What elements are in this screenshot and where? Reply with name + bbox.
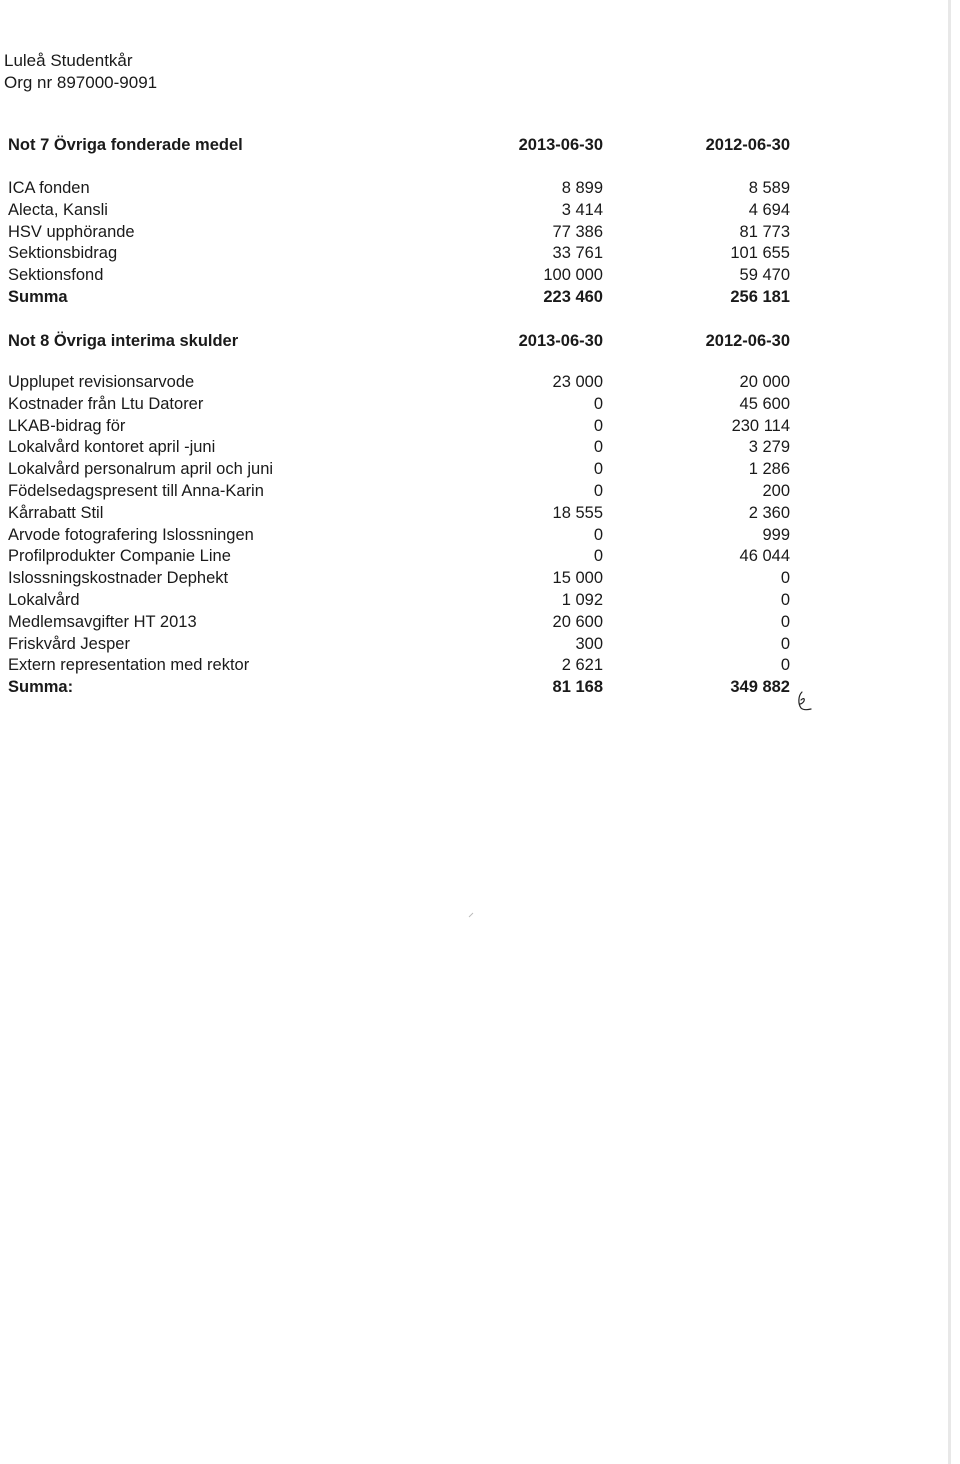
row-label: Kårrabatt Stil xyxy=(8,503,104,522)
row-label: ICA fonden xyxy=(8,179,90,197)
row-value-2012: 46 044 xyxy=(739,547,790,566)
org-name: Luleå Studentkår xyxy=(4,51,133,70)
note7-sum-row xyxy=(8,287,798,309)
row-label: Alecta, Kansli xyxy=(8,200,108,219)
row-value-2012: 3 279 xyxy=(748,438,790,457)
note7-table xyxy=(8,135,798,157)
row-value-2013: 33 761 xyxy=(552,244,603,263)
note8-col2-header: 2012-06-30 xyxy=(705,332,790,350)
table-row xyxy=(8,394,798,416)
row-value-2013: 18 555 xyxy=(552,503,603,522)
note8-body xyxy=(8,372,798,699)
table-row xyxy=(8,590,798,612)
row-value-2012: 230 114 xyxy=(731,416,790,435)
row-value-2013: 20 600 xyxy=(552,612,603,631)
org-number: Org nr 897000-9091 xyxy=(4,73,158,92)
sum-value-2013: 223 460 xyxy=(543,287,603,306)
note8-table xyxy=(8,331,798,353)
row-value-2013: 0 xyxy=(593,547,603,566)
row-label: Sektionsfond xyxy=(8,266,104,285)
note8-header-row xyxy=(8,331,798,353)
note8-title: Not 8 Övriga interima skulder xyxy=(8,332,239,350)
row-label: LKAB-bidrag för xyxy=(8,416,126,435)
row-value-2012: 20 000 xyxy=(739,373,790,391)
row-label: Islossningskostnader Dephekt xyxy=(8,569,229,588)
table-row xyxy=(8,481,798,503)
table-row xyxy=(8,612,798,634)
table-row xyxy=(8,634,798,656)
sum-value-2012: 256 181 xyxy=(730,287,790,306)
sum-value-2012: 349 882 xyxy=(730,678,790,697)
row-value-2012: 59 470 xyxy=(739,266,790,285)
row-value-2013: 300 xyxy=(575,634,603,653)
table-row xyxy=(8,437,798,459)
row-label: Födelsedagspresent till Anna-Karin xyxy=(8,481,264,500)
sum-label: Summa xyxy=(8,287,68,306)
row-value-2012: 45 600 xyxy=(739,394,790,413)
note7-col1-header: 2013-06-30 xyxy=(518,136,603,154)
table-row xyxy=(8,265,798,287)
row-label: Friskvård Jesper xyxy=(8,634,130,653)
table-row xyxy=(8,546,798,568)
row-label: Lokalvård kontoret april -juni xyxy=(8,438,216,457)
row-value-2013: 23 000 xyxy=(552,373,603,391)
row-label: Arvode fotografering Islossningen xyxy=(8,525,254,544)
note7-header-row xyxy=(8,135,798,157)
table-row xyxy=(8,200,798,222)
table-row xyxy=(8,503,798,525)
row-value-2012: 999 xyxy=(762,525,790,544)
handwritten-initial-mark xyxy=(794,690,814,712)
row-value-2013: 0 xyxy=(593,438,603,457)
note8-sum-row xyxy=(8,677,798,699)
table-row xyxy=(8,459,798,481)
row-label: Kostnader från Ltu Datorer xyxy=(8,394,204,413)
table-row xyxy=(8,222,798,244)
org-header xyxy=(4,50,157,94)
table-row xyxy=(8,568,798,590)
row-value-2013: 0 xyxy=(593,416,603,435)
row-value-2013: 100 000 xyxy=(543,266,603,285)
row-value-2012: 2 360 xyxy=(748,503,790,522)
note8-col1-header: 2013-06-30 xyxy=(518,332,603,350)
row-label: Profilprodukter Companie Line xyxy=(8,547,231,566)
row-value-2013: 77 386 xyxy=(552,222,603,241)
table-row xyxy=(8,372,798,394)
row-value-2012: 81 773 xyxy=(739,222,790,241)
table-row xyxy=(8,416,798,438)
row-value-2012: 0 xyxy=(780,612,790,631)
row-value-2013: 8 899 xyxy=(561,179,603,197)
row-value-2013: 1 092 xyxy=(561,590,603,609)
row-value-2013: 0 xyxy=(593,525,603,544)
row-label: HSV upphörande xyxy=(8,222,135,241)
row-label: Upplupet revisionsarvode xyxy=(8,373,195,391)
row-label: Medlemsavgifter HT 2013 xyxy=(8,612,197,631)
row-value-2013: 0 xyxy=(593,481,603,500)
row-value-2012: 1 286 xyxy=(748,460,790,479)
note7-body xyxy=(8,178,798,309)
note7-col2-header: 2012-06-30 xyxy=(705,136,790,154)
row-value-2012: 4 694 xyxy=(748,200,790,219)
row-label: Lokalvård xyxy=(8,590,80,609)
row-value-2013: 2 621 xyxy=(561,656,603,675)
row-label: Lokalvård personalrum april och juni xyxy=(8,460,274,479)
row-label: Extern representation med rektor xyxy=(8,656,250,675)
table-row xyxy=(8,525,798,547)
note7-title: Not 7 Övriga fonderade medel xyxy=(8,136,243,154)
row-value-2013: 0 xyxy=(593,394,603,413)
row-value-2013: 15 000 xyxy=(552,569,603,588)
row-value-2013: 3 414 xyxy=(561,200,603,219)
row-value-2012: 0 xyxy=(780,590,790,609)
sum-label: Summa: xyxy=(8,678,74,697)
row-value-2012: 101 655 xyxy=(730,244,790,263)
table-row xyxy=(8,178,798,200)
table-row xyxy=(8,243,798,265)
row-value-2012: 8 589 xyxy=(748,179,790,197)
sum-value-2013: 81 168 xyxy=(552,678,603,697)
row-value-2012: 0 xyxy=(780,656,790,675)
row-value-2012: 0 xyxy=(780,634,790,653)
row-label: Sektionsbidrag xyxy=(8,244,118,263)
row-value-2012: 200 xyxy=(762,481,790,500)
row-value-2013: 0 xyxy=(593,460,603,479)
page-edge-shadow xyxy=(948,0,951,1464)
table-row xyxy=(8,655,798,677)
row-value-2012: 0 xyxy=(780,569,790,588)
scan-speck-mark xyxy=(468,912,474,918)
